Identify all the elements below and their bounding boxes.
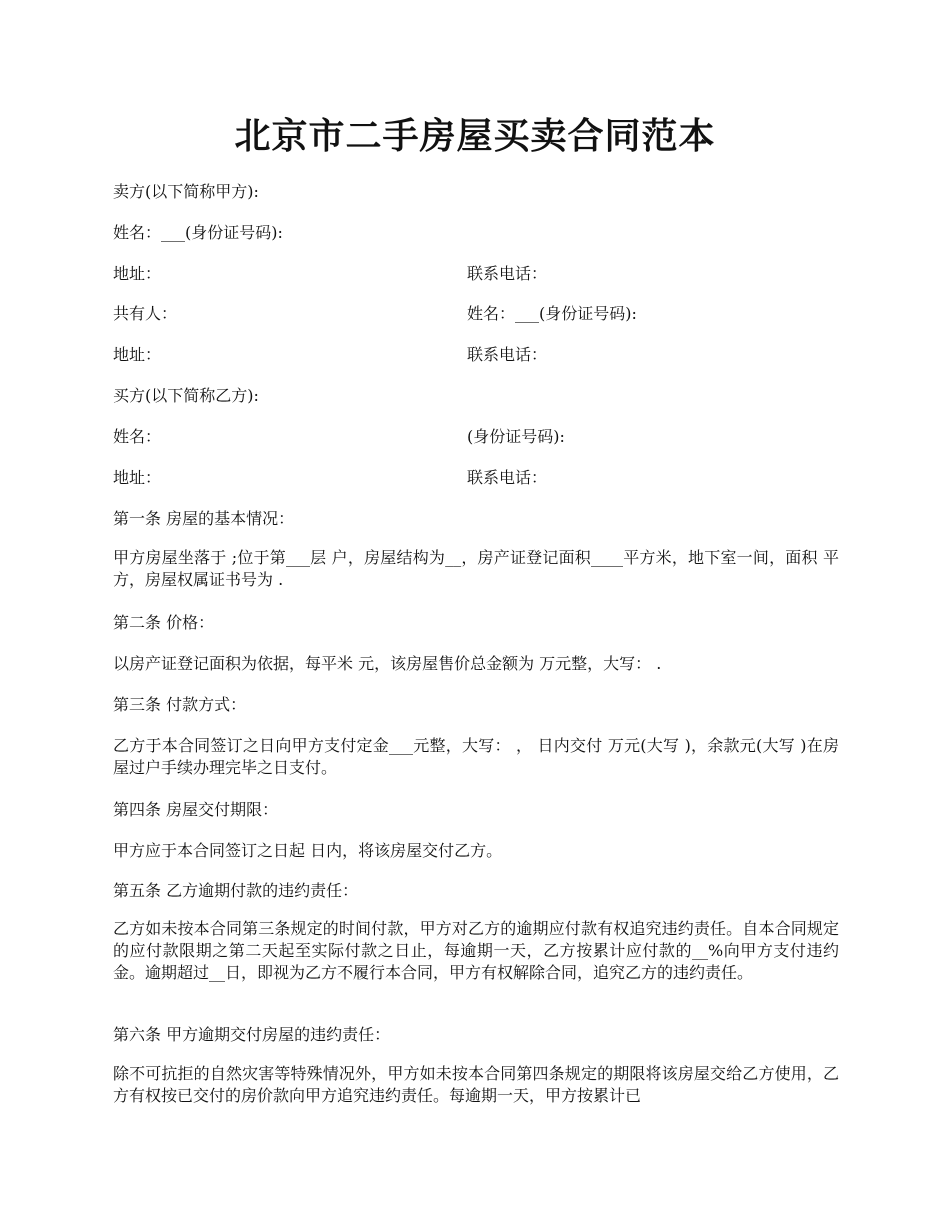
buyer-phone-label: 联系电话：: [467, 468, 548, 487]
article-2-heading: 第二条 价格：: [113, 613, 215, 632]
buyer-id-label: (身份证号码):: [467, 427, 565, 446]
coowner-name-line: 姓名：___(身份证号码):: [467, 304, 637, 323]
article-3-heading: 第三条 付款方式：: [113, 695, 247, 714]
coowner-phone-label: 联系电话：: [467, 345, 548, 364]
article-5-heading: 第五条 乙方逾期付款的违约责任：: [113, 881, 359, 900]
article-5-body: 乙方如未按本合同第三条规定的时间付款，甲方对乙方的逾期应付款有权追究违约责任。自本合同规定的应付款限期之第二天起至实际付款之日止，每逾期一天，乙方按累计应付款的__%向甲方支付违约金。逾期超过__日，即视为乙方不履行本合同，甲方有权解除合同，追究乙方的违约责任。: [113, 919, 839, 982]
seller-heading: 卖方(以下简称甲方):: [113, 182, 259, 201]
buyer-name-label: 姓名：: [113, 427, 162, 446]
buyer-heading: 买方(以下简称乙方):: [113, 386, 259, 405]
article-4-heading: 第四条 房屋交付期限：: [113, 800, 279, 819]
document-title: 北京市二手房屋买卖合同范本: [234, 115, 716, 157]
seller-name-line: 姓名：___(身份证号码):: [113, 223, 283, 242]
article-6-heading: 第六条 甲方逾期交付房屋的违约责任：: [113, 1025, 391, 1044]
coowner-address-label: 地址：: [113, 345, 162, 364]
article-1-heading: 第一条 房屋的基本情况：: [113, 509, 295, 528]
article-3-body: 乙方于本合同签订之日向甲方支付定金___元整，大写： ， 日内交付 万元(大写 )，余款元(大写 )在房屋过户手续办理完毕之日支付。: [113, 736, 839, 777]
article-2-body: 以房产证登记面积为依据，每平米 元，该房屋售价总金额为 万元整，大写： .: [113, 654, 662, 673]
article-1-body: 甲方房屋坐落于 ;位于第___层 户，房屋结构为__，房产证登记面积____平方米，地下室一间，面积 平方，房屋权属证书号为 .: [113, 548, 839, 589]
buyer-address-label: 地址：: [113, 468, 162, 487]
article-4-body: 甲方应于本合同签订之日起 日内，将该房屋交付乙方。: [113, 841, 503, 860]
coowner-label: 共有人：: [113, 304, 178, 323]
seller-phone-label: 联系电话：: [467, 264, 548, 283]
article-6-body: 除不可抗拒的自然灾害等特殊情况外，甲方如未按本合同第四条规定的期限将该房屋交给乙方使用，乙方有权按已交付的房价款向甲方追究违约责任。每逾期一天，甲方按累计已: [113, 1064, 839, 1105]
seller-address-label: 地址：: [113, 264, 162, 283]
